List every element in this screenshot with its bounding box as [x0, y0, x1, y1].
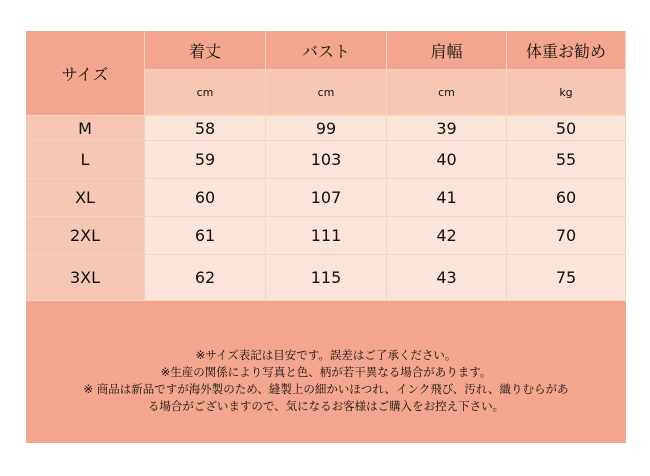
- unit-weight: kg: [507, 70, 626, 116]
- value-weight: 60: [507, 179, 626, 217]
- value-shoulder: 41: [387, 179, 507, 217]
- size-label: 2XL: [26, 217, 145, 255]
- size-label: XL: [26, 179, 145, 217]
- value-length: 60: [145, 179, 266, 217]
- value-bust: 115: [266, 255, 387, 301]
- column-header-bust: バスト: [266, 31, 387, 70]
- unit-shoulder: cm: [387, 70, 507, 116]
- value-shoulder: 42: [387, 217, 507, 255]
- unit-length: cm: [145, 70, 266, 116]
- value-shoulder: 40: [387, 141, 507, 179]
- value-bust: 107: [266, 179, 387, 217]
- size-label: L: [26, 141, 145, 179]
- value-bust: 99: [266, 116, 387, 141]
- size-chart-table: [26, 31, 626, 301]
- note-line: ※ 商品は新品ですが海外製のため、縫製上の細かいほつれ、インク飛び、汚れ、織りむらがあ: [83, 382, 569, 396]
- value-weight: 70: [507, 217, 626, 255]
- value-shoulder: 39: [387, 116, 507, 141]
- value-weight: 55: [507, 141, 626, 179]
- value-length: 62: [145, 255, 266, 301]
- size-label: M: [26, 116, 145, 141]
- value-bust: 103: [266, 141, 387, 179]
- note-line: ※生産の関係により写真と色、柄が若干異なる場合があります。: [160, 365, 492, 379]
- note-line: る場合がございますので、気になるお客様はご購入をお控え下さい。: [147, 399, 505, 413]
- size-label: 3XL: [26, 255, 145, 301]
- size-column-header: サイズ: [26, 31, 145, 116]
- value-weight: 50: [507, 116, 626, 141]
- value-length: 61: [145, 217, 266, 255]
- value-bust: 111: [266, 217, 387, 255]
- note-line: ※サイズ表記は目安です。誤差はご了承ください。: [195, 348, 457, 362]
- column-header-length: 着丈: [145, 31, 266, 70]
- notes-panel: [26, 301, 626, 443]
- column-header-shoulder: 肩幅: [387, 31, 507, 70]
- value-shoulder: 43: [387, 255, 507, 301]
- value-weight: 75: [507, 255, 626, 301]
- value-length: 58: [145, 116, 266, 141]
- column-header-weight: 体重お勧め: [507, 31, 626, 70]
- unit-bust: cm: [266, 70, 387, 116]
- value-length: 59: [145, 141, 266, 179]
